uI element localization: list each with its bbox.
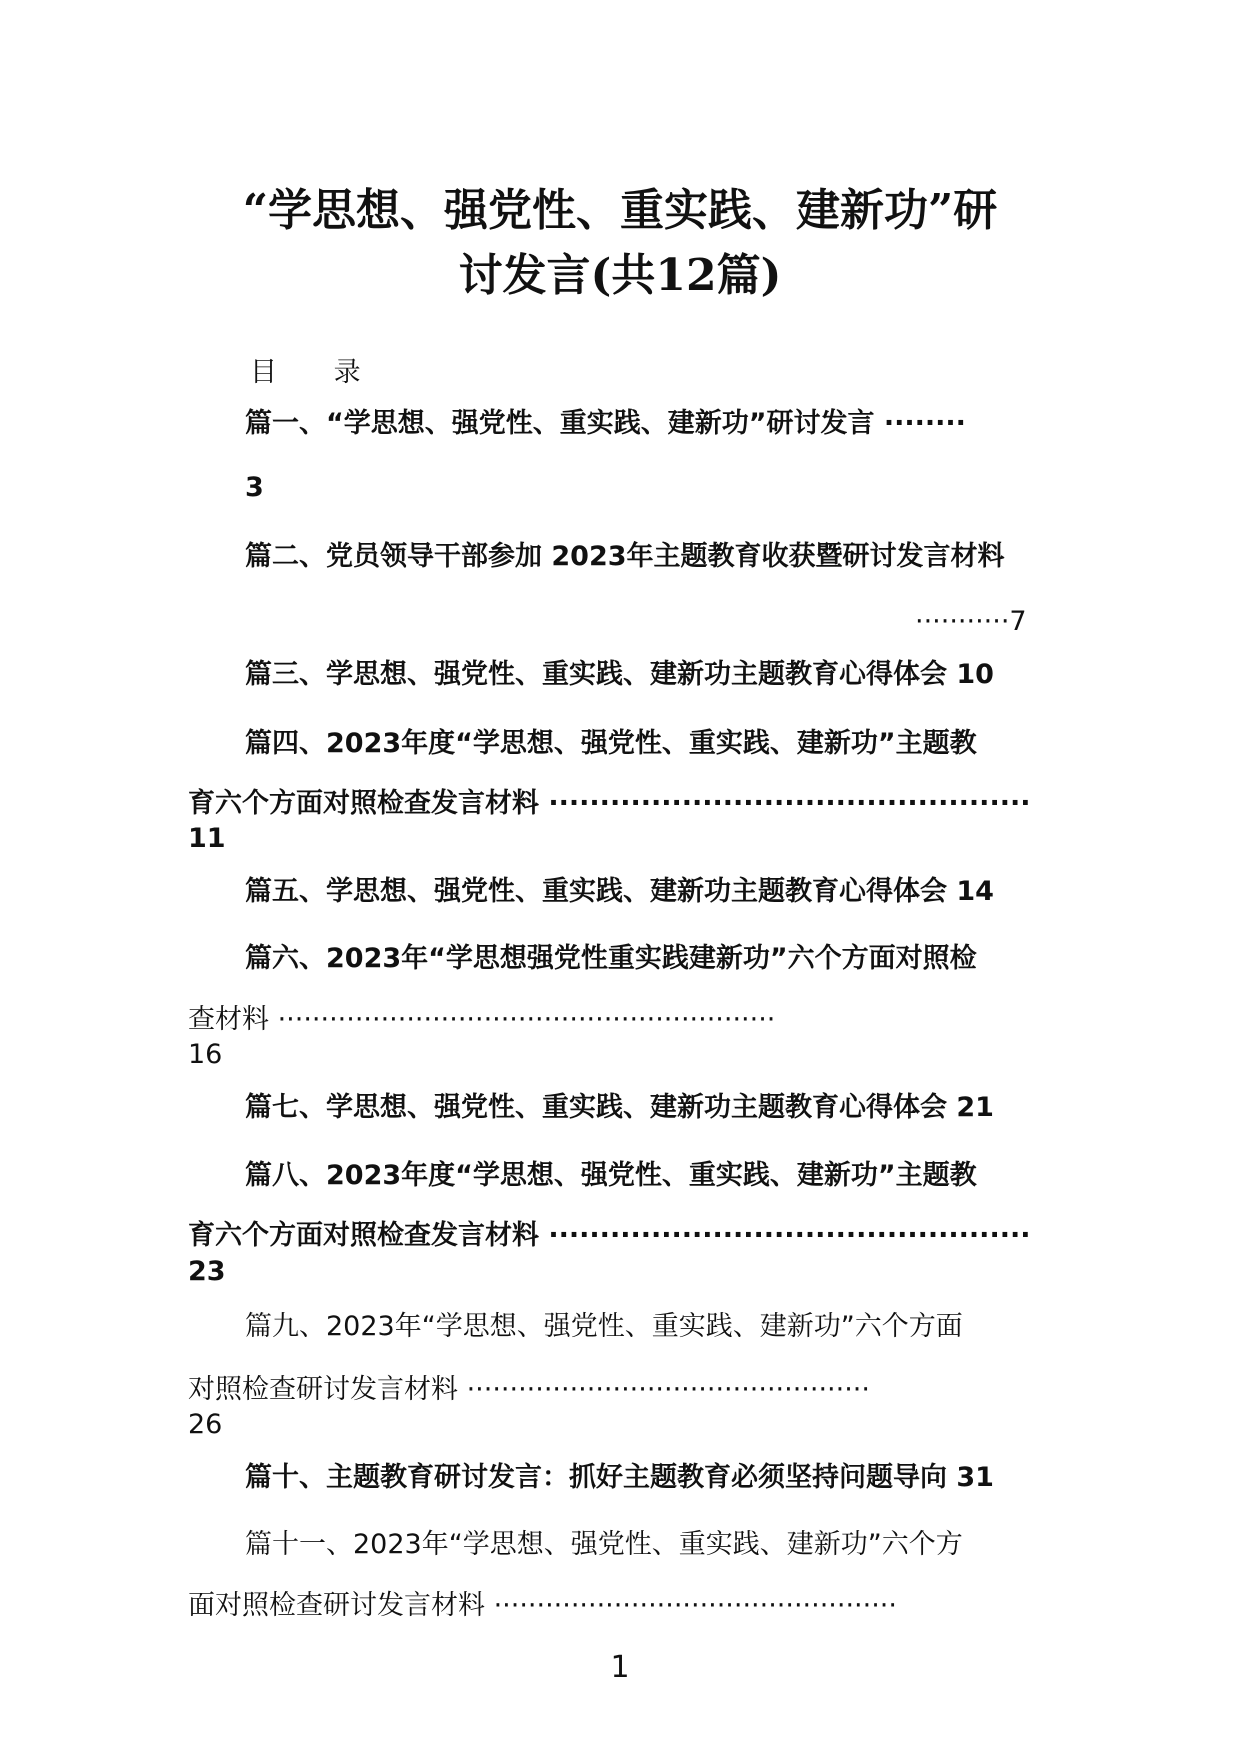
toc-entry-4-continued[interactable]: 育六个方面对照检查发言材料 ···············································: [188, 788, 1031, 819]
toc-entry-8-continued[interactable]: 育六个方面对照检查发言材料 ···············································: [188, 1220, 1031, 1251]
toc-entry-6[interactable]: 篇六、2023年“学思想强党性重实践建新功”六个方面对照检: [245, 943, 977, 974]
document-title-line-1: “学思想、强党性、重实践、建新功”研: [242, 185, 998, 236]
toc-entry-7[interactable]: 篇七、学思想、强党性、重实践、建新功主题教育心得体会 21: [245, 1092, 994, 1123]
toc-entry-9-page: 26: [188, 1409, 223, 1440]
toc-entry-3[interactable]: 篇三、学思想、强党性、重实践、建新功主题教育心得体会 10: [245, 659, 994, 690]
toc-entry-11[interactable]: 篇十一、2023年“学思想、强党性、重实践、建新功”六个方: [245, 1529, 963, 1560]
toc-entry-4-page: 11: [188, 823, 226, 854]
toc-entry-1-page: 3: [245, 472, 264, 503]
toc-entry-6-continued[interactable]: 查材料 ··························································: [188, 1004, 776, 1035]
toc-entry-9[interactable]: 篇九、2023年“学思想、强党性、重实践、建新功”六个方面: [245, 1311, 963, 1342]
toc-entry-5[interactable]: 篇五、学思想、强党性、重实践、建新功主题教育心得体会 14: [245, 876, 994, 907]
toc-entry-1[interactable]: 篇一、“学思想、强党性、重实践、建新功”研讨发言 ········: [245, 408, 966, 439]
document-title-line-2: 讨发言(共12篇): [458, 250, 782, 301]
toc-entry-10[interactable]: 篇十、主题教育研讨发言：抓好主题教育必须坚持问题导向 31: [245, 1462, 994, 1493]
toc-heading: 目 录: [250, 357, 385, 388]
toc-entry-2-page: ···········7: [915, 606, 1027, 637]
toc-entry-9-continued[interactable]: 对照检查研讨发言材料 ···············································: [188, 1374, 870, 1405]
page-number: 1: [610, 1650, 630, 1685]
toc-entry-6-page: 16: [188, 1039, 223, 1070]
toc-entry-4[interactable]: 篇四、2023年度“学思想、强党性、重实践、建新功”主题教: [245, 728, 977, 759]
toc-entry-11-continued[interactable]: 面对照检查研讨发言材料 ···············································: [188, 1590, 897, 1621]
toc-entry-8-page: 23: [188, 1256, 226, 1287]
toc-entry-2[interactable]: 篇二、党员领导干部参加 2023年主题教育收获暨研讨发言材料: [245, 541, 1005, 572]
toc-entry-8[interactable]: 篇八、2023年度“学思想、强党性、重实践、建新功”主题教: [245, 1160, 977, 1191]
